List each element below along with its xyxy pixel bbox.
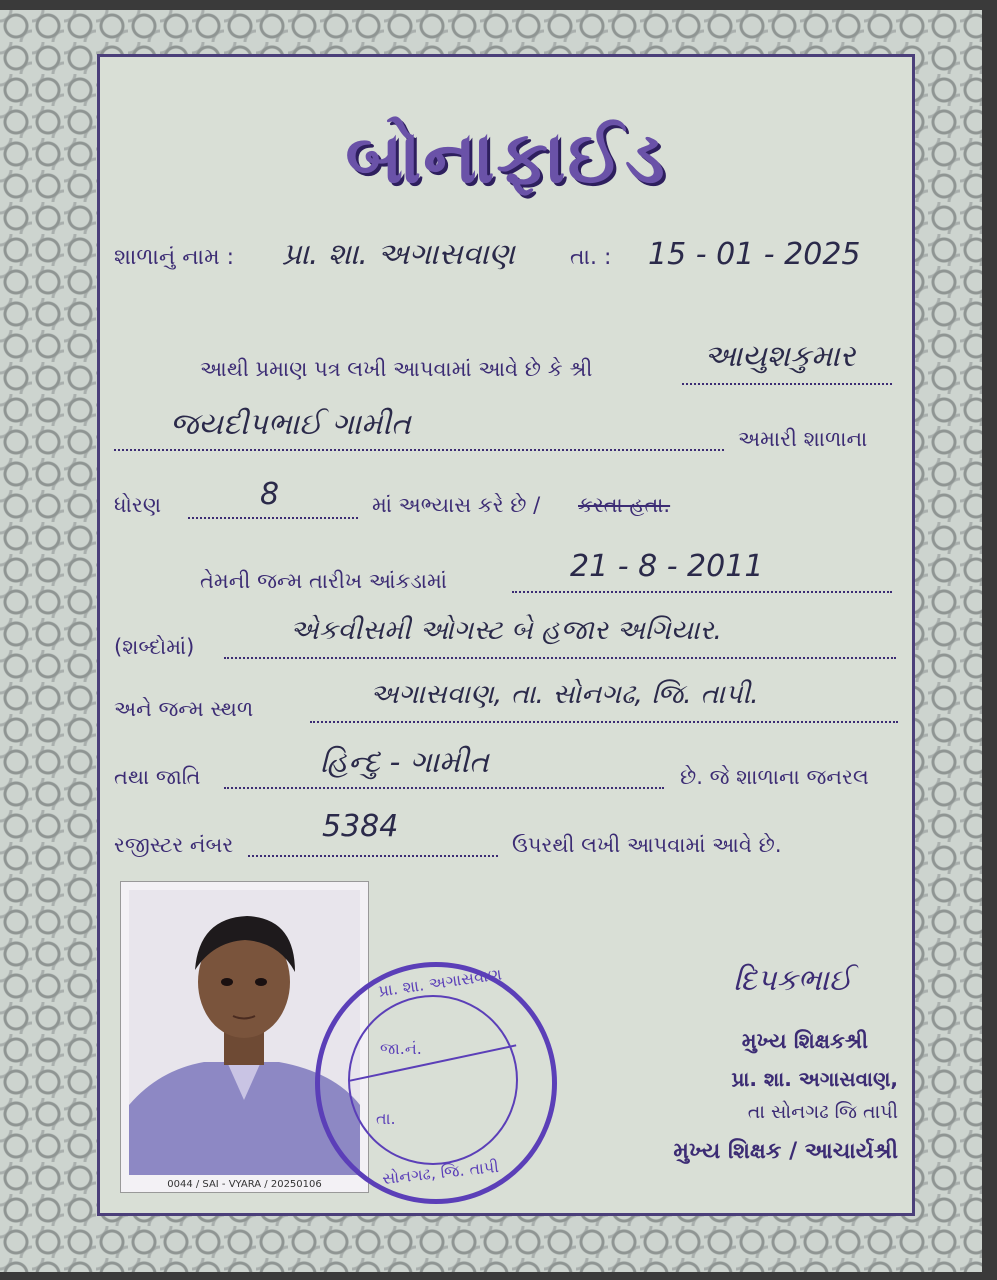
dob-label: તેમની જન્મ તારીખ આંકડામાં (200, 569, 448, 593)
principal-signature: દિપકભાઈ (733, 963, 852, 998)
std-struck-text: કરતા હતા. (578, 493, 671, 517)
birthplace-value: અગાસવાણ, તા. સોનગઢ, જિ. તાપી. (370, 679, 759, 710)
caste-suffix: છે. જે શાળાના જનરલ (680, 765, 869, 789)
certificate-paper (0, 10, 982, 1272)
std-value: 8 (260, 477, 280, 512)
school-label: શાળાનું નામ : (114, 245, 235, 270)
caste-value: હિન્દુ - ગામીત (320, 745, 489, 780)
register-label: રજીસ્ટર નંબર (114, 833, 234, 857)
std-label: ધોરણ (114, 493, 162, 517)
school-stamp (315, 962, 557, 1204)
stamp-jav-label: જા.નં. (380, 1039, 422, 1058)
dob-in-words: એકવીસમી ઓગસ્ટ બે હજાર અગિયાર. (290, 615, 722, 646)
student-first-name: આયુશકુમાર (704, 339, 856, 374)
sig-line-2: પ્રા. શા. અગાસવાણ, (731, 1067, 898, 1091)
school-name: પ્રા. શા. અગાસવાણ (282, 237, 515, 272)
stamp-bottom-text: સોનગઢ, જિ. તાપી (381, 1156, 500, 1189)
std-suffix: માં અભ્યાસ કરે છે / (372, 493, 541, 517)
stamp-ta-label: તા. (376, 1109, 396, 1128)
sig-line-1: મુખ્ય શિક્ષકશ્રી (741, 1029, 868, 1053)
words-label: (શબ્દોમાં) (114, 635, 195, 659)
certificate-title: બોનાફાઈડ (345, 115, 667, 199)
date-value: 15 - 01 - 2025 (648, 237, 861, 272)
sig-line-4: મુખ્ય શિક્ષક / આચાર્યશ્રી (673, 1139, 898, 1164)
photo-caption: 0044 / SAI - VYARA / 20250106 (167, 1179, 322, 1190)
caste-label: તથા જાતિ (114, 765, 201, 789)
school-suffix: અમારી શાળાના (738, 427, 868, 451)
certify-text: આથી પ્રમાણ પત્ર લખી આપવામાં આવે છે કે શ્રી (200, 357, 593, 381)
register-number: 5384 (322, 809, 399, 844)
date-label: તા. : (570, 245, 612, 270)
register-suffix: ઉપરથી લખી આપવામાં આવે છે. (512, 833, 782, 857)
certificate-inner-border (97, 54, 915, 1216)
birthplace-label: અને જન્મ સ્થળ (114, 697, 254, 721)
student-father-name: જયદીપભાઈ ગામીત (170, 407, 411, 442)
sig-line-3: તા સોનગઢ જિ તાપી (747, 1101, 898, 1123)
dob-value: 21 - 8 - 2011 (570, 549, 764, 584)
stamp-top-text: પ્રા. શા. અગાસવાણ (377, 964, 503, 1001)
